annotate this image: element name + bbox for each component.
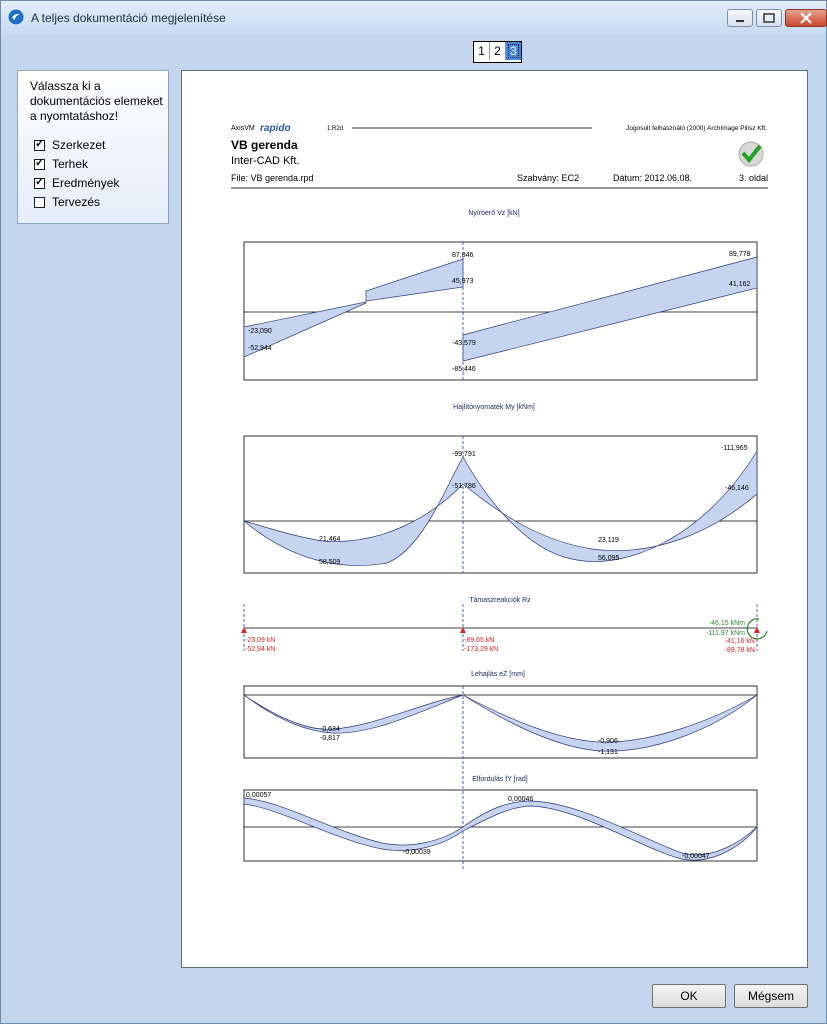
moment-chart-title: Hajlítónyomaték My [kNm] [453, 404, 535, 411]
option-terhek[interactable] [34, 156, 88, 172]
doc-company: Inter-CAD Kft. [231, 155, 300, 167]
deflection-chart-frame [244, 686, 757, 758]
minimize-icon [728, 10, 752, 26]
deflection-label: -0,634 [320, 726, 340, 733]
shear-diagram-left [244, 259, 463, 357]
moment-diagram [244, 451, 757, 566]
rotation-label: -0,00047 [682, 853, 710, 860]
reaction-moment-2: -111,97 kNm [705, 630, 745, 637]
reactions-title: Támaszreakciók Rz [469, 597, 531, 604]
moment-label: 58,509 [319, 559, 341, 566]
ok-button[interactable]: OK [652, 984, 726, 1008]
doc-file: File: VB gerenda.rpd [231, 173, 314, 183]
window-title: A teljes dokumentáció megjelenítése [31, 11, 226, 25]
shear-label: 87,846 [452, 252, 474, 259]
moment-label: 21,464 [319, 536, 341, 543]
title-bar [1, 1, 826, 35]
document-page [182, 71, 807, 967]
option-tervezes[interactable] [34, 194, 100, 210]
shear-label: -43,579 [452, 340, 476, 347]
close-icon [786, 10, 826, 26]
deflection-label: -0,817 [320, 735, 340, 742]
page-tab-1[interactable]: 1 [474, 42, 490, 60]
checkbox-tervezes[interactable] [34, 197, 45, 208]
moment-label: 56,095 [598, 555, 620, 562]
document-preview[interactable] [181, 70, 808, 968]
doc-standard: Szabvány: EC2 [517, 173, 580, 183]
header-copyright: Jogosult felhasználó (2000) ArchImage Pilisz Kft. [626, 125, 767, 132]
moment-label: -111,965 [721, 445, 748, 452]
panel-prompt: Válassza ki a dokumentációs elemeket a nyomtatáshoz! [30, 79, 163, 123]
deflection-diagram [244, 695, 757, 751]
shear-label: -85,446 [452, 366, 476, 373]
shear-label: -52,944 [248, 345, 272, 352]
reaction-left-2: -52,94 kN [245, 646, 276, 653]
shear-chart-title: Nyíróerő Vz [kN] [468, 210, 520, 217]
option-label: Tervezés [52, 195, 101, 209]
app-logo-icon [8, 9, 24, 25]
header-logo: rapido [260, 123, 291, 134]
cancel-button[interactable]: Mégsem [734, 984, 808, 1008]
moment-label: 23,119 [598, 537, 619, 544]
minimize-button[interactable] [727, 9, 753, 27]
header-app: AxisVM [231, 125, 255, 132]
rotation-label: -0,00039 [403, 849, 431, 856]
reaction-mid-2: -173,29 kN [464, 646, 499, 653]
deflection-chart-title: Lehajlás eZ [mm] [471, 671, 525, 678]
checkbox-szerkezet[interactable] [34, 140, 45, 151]
maximize-button[interactable] [756, 9, 782, 27]
moment-label: -99,791 [452, 451, 476, 458]
checkbox-terhek[interactable] [34, 159, 45, 170]
checkbox-eredmenyek[interactable] [34, 178, 45, 189]
check-icon [739, 142, 763, 166]
maximize-icon [757, 10, 781, 26]
shear-label: -23,090 [248, 328, 272, 335]
option-szerkezet[interactable] [34, 137, 105, 153]
doc-title: VB gerenda [231, 138, 298, 152]
reaction-left-1: -23,09 kN [245, 637, 276, 644]
reaction-mid-1: -89,65 kN [464, 637, 495, 644]
option-eredmenyek[interactable] [34, 175, 119, 191]
shear-label: 41,162 [729, 281, 751, 288]
shear-diagram-right [463, 257, 757, 361]
option-label: Eredmények [52, 176, 120, 190]
option-label: Terhek [52, 157, 89, 171]
option-label: Szerkezet [52, 138, 106, 152]
doc-date: Dátum: 2012.06.08. [613, 173, 693, 183]
page-tab-2[interactable]: 2 [490, 42, 506, 60]
rotation-label: 0,00057 [246, 792, 272, 799]
moment-label: -51,786 [452, 483, 476, 490]
deflection-label: -1,131 [598, 749, 618, 756]
close-button[interactable] [785, 9, 827, 27]
header-version: 1.R2d [327, 126, 344, 132]
doc-page: 3. oldal [738, 173, 768, 183]
shear-label: 45,973 [452, 278, 474, 285]
moment-label: -46,146 [725, 485, 749, 492]
shear-label: 89,778 [729, 251, 751, 258]
doc-elements-panel [17, 70, 169, 224]
rotation-chart-title: Elfordulás fY [rad] [472, 776, 528, 783]
rotation-label: 0,00046 [508, 796, 534, 803]
reaction-moment-1: -46,15 kNm [708, 620, 745, 627]
deflection-label: -0,906 [598, 738, 618, 745]
page-tab-3[interactable]: 3 [506, 42, 521, 60]
rotation-diagram [244, 798, 757, 860]
reaction-right-1: -41,16 kN [724, 638, 755, 645]
page-selector [473, 41, 522, 63]
reaction-right-2: -89,78 kN [724, 647, 755, 654]
